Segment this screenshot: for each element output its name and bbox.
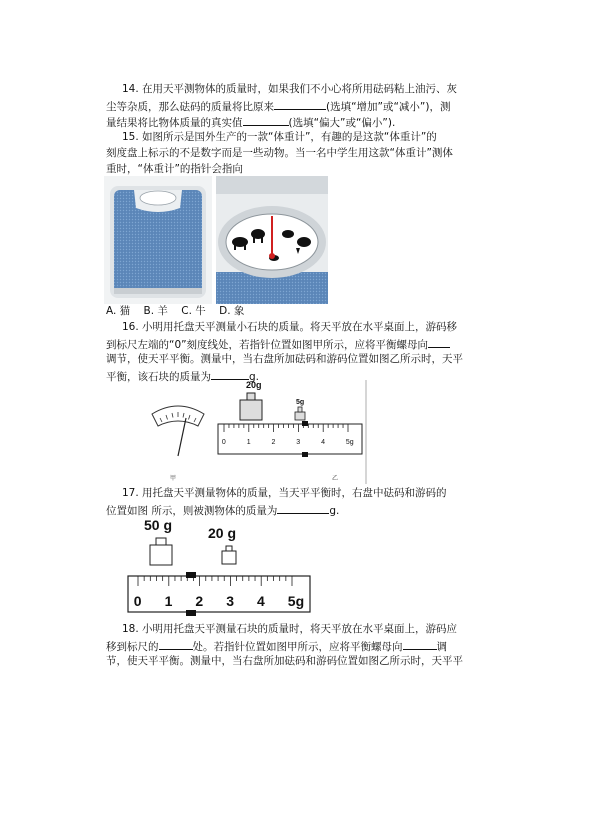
balance-pointer-dial [152, 406, 204, 456]
q17-line2-text-b: g. [329, 505, 340, 517]
q18-answer-blank-1[interactable] [159, 638, 193, 650]
q16-weight-20g [240, 400, 262, 420]
q18-line2-text-b: 处。若指针位置如图甲所示，应将平衡螺母向 [192, 641, 403, 653]
q16-line1: 16. 小明用托盘天平测量小石块的质量。将天平放在水平桌面上，游码移 [122, 321, 458, 333]
q16-label-jia: 甲 [170, 476, 177, 482]
q16-weight-5g-label: 5g [296, 399, 305, 406]
q16-ruler-tick-label: 0 [221, 439, 226, 446]
q16-weight-20g-label: 20g [246, 380, 262, 390]
q16-weight-5g [295, 412, 305, 420]
q17-ruler-tick-label: 5g [287, 593, 305, 609]
q14-line1: 14. 在用天平测物体的质量时，如果我们不小心将所用砝码粘上油污、灰 [122, 83, 458, 95]
q16-figure [140, 378, 370, 486]
q16-rider-top [302, 421, 308, 426]
q14-line2-text-b: (选填“增加”或“减小”)，测 [326, 101, 451, 113]
q16-line4-text-a: 平衡，该石块的质量为 [106, 371, 211, 383]
q18-answer-blank-2[interactable] [403, 638, 437, 650]
scale-dial-illustration [216, 176, 328, 304]
q16-line2 [106, 336, 450, 352]
q15-line1: 15. 如图所示是国外生产的一款“体重计”，有趣的是这款“体重计”的 [122, 131, 437, 143]
q15-option-b[interactable]: B. 羊 [143, 305, 168, 317]
q14-line3 [106, 114, 395, 130]
q18-line2-text-a: 移到标尺的 [106, 641, 159, 653]
q16-line4-text-b: g. [249, 371, 260, 383]
q16-ruler-tick-label: 2 [271, 439, 276, 446]
q14-line3-text-b: (选填“偏大”或“偏小”). [288, 117, 396, 129]
q16-line3: 调节，使天平平衡。测量中，当右盘所加砝码和游码位置如图乙所示时，天平 [106, 353, 463, 365]
q15-option-a[interactable]: A. 猫 [106, 305, 131, 317]
q17-rider-scale [128, 576, 310, 612]
q17-figure-svg [122, 516, 318, 620]
q15-line2: 刻度盘上标示的不是数字而是一些动物。当一名中学生用这款“体重计”测体 [106, 147, 453, 159]
q16-ruler-tick-label: 3 [296, 439, 301, 446]
q16-line2-text: 到标尺左端的“0”刻度线处，若指针位置如图甲所示，应将平衡螺母向 [106, 339, 429, 351]
q17-ruler-tick-label: 1 [164, 593, 173, 609]
q16-rider-bottom [302, 452, 308, 457]
q14-line2-text-a: 尘等杂质，那么砝码的质量将比原来 [106, 101, 274, 113]
q17-ruler-tick-label: 3 [226, 593, 234, 609]
q17-weight-50g-label: 50 g [144, 517, 173, 533]
q16-answer-blank-1[interactable] [428, 336, 450, 348]
q17-weight-20g-label: 20 g [208, 525, 237, 541]
q18-line2 [106, 638, 447, 654]
q16-ruler-tick-label: 5g [345, 439, 354, 446]
q17-line2-text-a: 位置如图 所示，则被测物体的质量为 [106, 505, 278, 517]
q17-ruler-tick-label: 4 [257, 593, 265, 609]
q17-rider-bottom [186, 610, 196, 616]
q17-line1: 17. 用托盘天平测量物体的质量，当天平平衡时，右盘中砝码和游码的 [122, 487, 447, 499]
q16-label-yi: 乙 [332, 476, 339, 482]
q17-figure [122, 516, 318, 620]
q14-line2 [106, 98, 450, 114]
q14-answer-blank-1[interactable] [274, 98, 326, 110]
bathroom-scale-illustration [104, 176, 212, 304]
q14-answer-blank-2[interactable] [243, 114, 289, 126]
bathroom-scale-photo [104, 176, 212, 304]
scale-dial-photo [216, 176, 328, 304]
q16-ruler-tick-label: 1 [246, 439, 251, 446]
q16-ruler-tick-label: 4 [321, 439, 326, 446]
q18-line3: 节，使天平平衡。测量中，当右盘所加砝码和游码位置如图乙所示时，天平平 [106, 655, 463, 667]
q18-line2-text-c: 调 [436, 641, 447, 653]
q17-weight-20g [222, 551, 236, 564]
q16-rider-scale [218, 424, 362, 454]
q15-options [106, 304, 254, 318]
q17-rider-top [186, 572, 196, 578]
q17-answer-blank[interactable] [277, 502, 329, 514]
q14-line3-text-a: 量结果将比物体质量的真实值 [106, 117, 243, 129]
q15-option-d[interactable]: D. 象 [219, 305, 245, 317]
q18-line1: 18. 小明用托盘天平测量石块的质量时，将天平放在水平桌面上，游码应 [122, 623, 458, 635]
q15-option-c[interactable]: C. 牛 [181, 305, 206, 317]
q15-line3: 重时，“体重计”的指针会指向 [106, 163, 243, 175]
q17-ruler-tick-label: 2 [195, 593, 204, 609]
q16-figure-svg [140, 378, 370, 486]
q17-ruler-tick-label: 0 [133, 593, 142, 609]
q17-weight-50g [150, 545, 172, 565]
